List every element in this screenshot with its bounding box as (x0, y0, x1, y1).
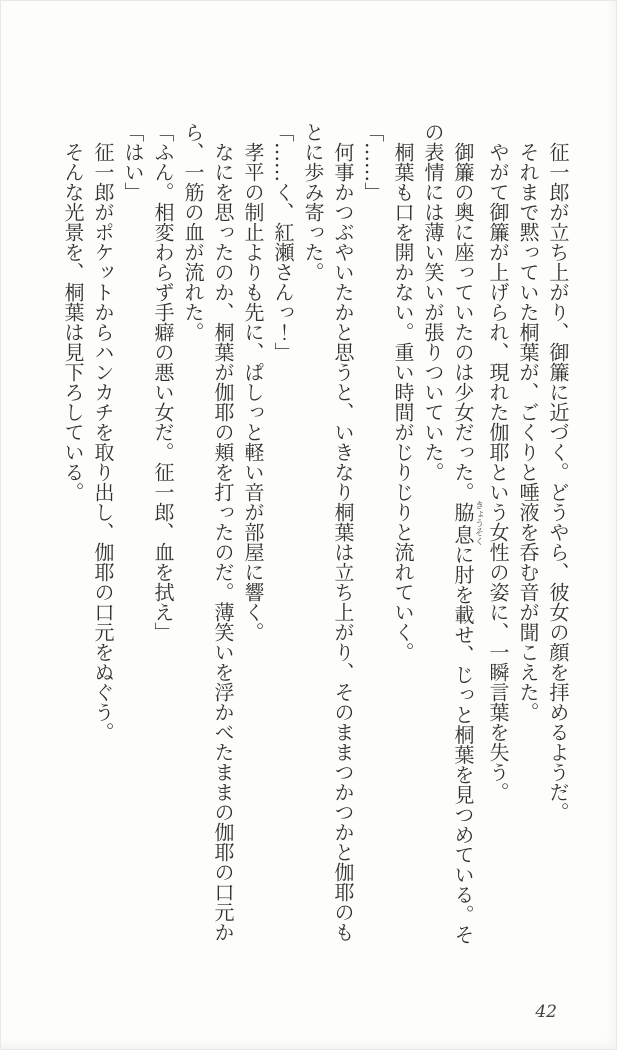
paragraph-line: 何事かつぶやいたかと思うと、いきなり桐葉は立ち上がり、そのままつかつかと伽耶のもとに歩み寄った。 (301, 122, 355, 942)
paragraph-line: 征一郎がポケットからハンカチを取り出し、伽耶の口元をぬぐう。 (91, 142, 115, 742)
paragraph-line: 御簾の奥に座っていたのは少女だった。脇息きょうそくに肘を載せ、じっと桐葉を見つめている。その表情には薄い笑いが張りついていた。 (421, 122, 483, 945)
paragraph-line: 「はい」 (121, 122, 145, 202)
paragraph-line: 「……く、紅瀬さんっ！」 (271, 122, 295, 362)
furigana: 脇息きょうそく (451, 500, 483, 546)
text-body (58, 122, 573, 960)
paragraph-line: 「ふん。相変わらず手癖の悪い女だ。征一郎、血を拭え」 (151, 122, 175, 642)
paragraph-line: やがて御簾が上げられ、現れた伽耶という女性の姿に、一瞬言葉を失う。 (486, 142, 510, 802)
paragraph-line: それまで黙っていた桐葉が、ごくりと唾液を呑む音が聞こえた。 (516, 142, 540, 722)
paragraph-line: 征一郎が立ち上がり、御簾に近づく。どうやら、彼女の顔を拝めるようだ。 (546, 142, 570, 822)
page-number: 42 (535, 1002, 557, 1022)
paragraph-line: 孝平の制止よりも先に、ぱしっと軽い音が部屋に響く。 (241, 142, 265, 642)
paragraph-line: そんな光景を、桐葉は見下ろしている。 (61, 142, 85, 502)
paragraph-line: 桐葉も口を開かない。重い時間がじりじりと流れていく。 (391, 142, 415, 662)
paragraph-line: 「……」 (361, 122, 385, 202)
paragraph-line: なにを思ったのか、桐葉が伽耶の頬を打ったのだ。薄笑いを浮かべたままの伽耶の口元から、一筋の血が流れた。 (181, 122, 235, 942)
